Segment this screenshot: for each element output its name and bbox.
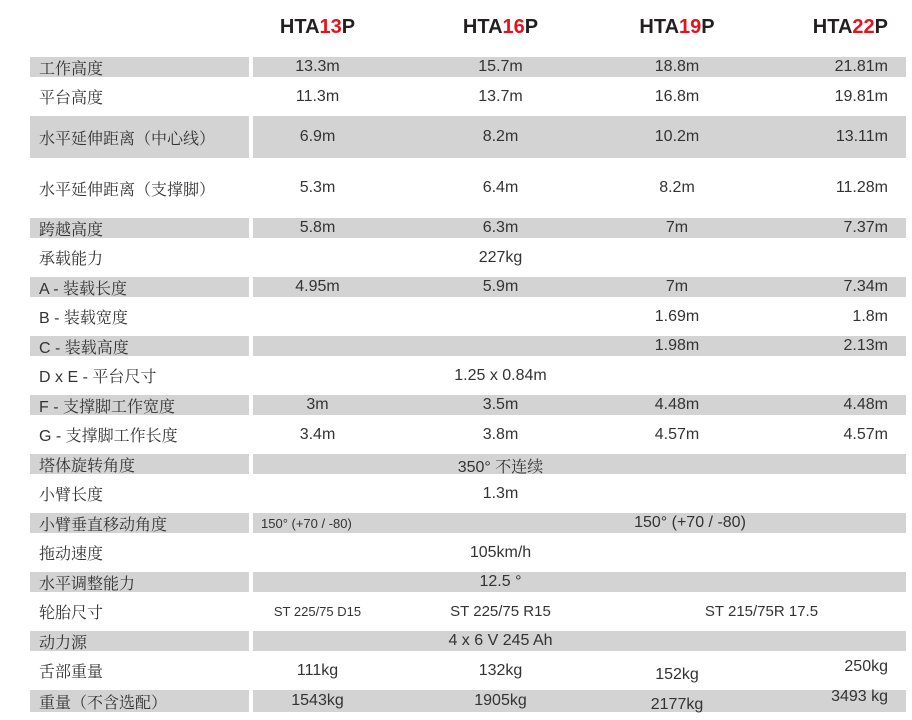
value-cell: 132kg — [478, 661, 523, 679]
table-row — [30, 595, 906, 628]
table-row — [30, 687, 906, 715]
row-values — [253, 161, 906, 215]
value-cell: 3493 kg — [831, 688, 888, 705]
row-values — [253, 80, 906, 113]
row-label: 拖动速度 — [39, 546, 104, 563]
model-prefix: HTA — [812, 15, 853, 38]
model-number: 22 — [852, 15, 875, 38]
value-cell: 4 x 6 V 245 Ah — [448, 632, 553, 649]
value-cell: 8.2m — [482, 128, 519, 145]
column-header-hta16p — [410, 16, 591, 39]
value-cell: 12.5 ° — [479, 573, 522, 590]
value-cell: 16.8m — [654, 87, 700, 105]
table-row — [30, 300, 906, 333]
table-row — [30, 80, 906, 113]
row-values — [253, 595, 906, 628]
row-label: A - 装载长度 — [30, 274, 249, 300]
table-row — [30, 477, 906, 510]
table-row — [30, 569, 906, 595]
value-cell: 11.28m — [835, 179, 888, 196]
table-row — [30, 451, 906, 477]
row-label: 水平延伸距离（支撑脚） — [39, 181, 216, 199]
value-cell: 3.8m — [482, 425, 519, 443]
value-cell: 7m — [665, 219, 689, 236]
value-cell: 11.3m — [295, 87, 340, 105]
value-cell: 13.11m — [835, 128, 888, 145]
value-cell: 150° (+70 / -80) — [634, 514, 746, 531]
table-row — [30, 418, 906, 451]
table-row — [30, 161, 906, 215]
value-cell: 13.7m — [478, 87, 523, 105]
value-cell: 4.48m — [843, 396, 888, 413]
row-values — [253, 418, 906, 451]
row-values — [253, 113, 906, 161]
table-row — [30, 241, 906, 274]
value-cell: 1.69m — [654, 307, 700, 325]
value-cell: 3m — [306, 396, 329, 413]
table-row — [30, 628, 906, 654]
value-cell: 6.3m — [482, 219, 519, 236]
model-number: 16 — [502, 15, 525, 38]
value-cell: 3.4m — [299, 425, 336, 443]
model-prefix: HTA — [279, 15, 320, 38]
row-label: 重量（不含选配） — [30, 687, 249, 715]
model-suffix: P — [874, 15, 888, 38]
model-suffix: P — [341, 15, 356, 38]
model-prefix: HTA — [639, 15, 680, 38]
row-values — [253, 54, 906, 80]
table-row — [30, 536, 906, 569]
value-cell: ST 215/75R 17.5 — [704, 603, 819, 620]
model-suffix: P — [524, 15, 539, 38]
row-values — [253, 451, 906, 477]
value-cell: 6.4m — [482, 179, 519, 196]
value-cell: 3.5m — [482, 396, 519, 413]
row-label: 水平延伸距离（中心线） — [30, 113, 249, 161]
table-row — [30, 392, 906, 418]
value-cell: 5.3m — [299, 179, 336, 196]
value-cell: ST 225/75 R15 — [450, 603, 551, 620]
row-values — [253, 274, 906, 300]
value-cell: 150° (+70 / -80) — [261, 515, 352, 531]
row-values — [253, 359, 906, 392]
value-cell: 4.95m — [295, 278, 340, 295]
value-cell: 1543kg — [291, 692, 344, 709]
table-row — [30, 274, 906, 300]
model-number: 13 — [319, 15, 342, 38]
value-cell: 4.48m — [654, 396, 700, 413]
row-label: G - 支撑脚工作长度 — [39, 428, 178, 445]
value-cell: 8.2m — [659, 179, 695, 196]
row-label: F - 支撑脚工作宽度 — [30, 392, 249, 418]
model-prefix: HTA — [462, 15, 503, 38]
column-header-hta13p — [253, 16, 410, 39]
row-label: 跨越高度 — [30, 215, 249, 241]
row-label: 水平调整能力 — [30, 569, 249, 595]
value-cell: 7m — [665, 278, 689, 295]
value-cell: 4.57m — [654, 425, 700, 443]
value-cell: 227kg — [478, 248, 523, 266]
row-values — [253, 510, 906, 536]
value-cell: 13.3m — [295, 58, 340, 75]
column-header-hta22p — [763, 16, 906, 39]
value-cell: 111kg — [296, 661, 339, 679]
row-values — [253, 569, 906, 595]
table-body — [30, 54, 906, 715]
row-label: D x E - 平台尺寸 — [39, 369, 157, 386]
value-cell: 10.2m — [654, 128, 700, 145]
row-values — [253, 300, 906, 333]
header-columns — [253, 0, 906, 54]
row-values — [253, 536, 906, 569]
row-values — [253, 687, 906, 715]
value-cell: 350° 不连续 — [457, 459, 544, 476]
value-cell: 1.3m — [482, 484, 519, 502]
row-label: 承载能力 — [39, 251, 104, 268]
value-cell: 250kg — [844, 657, 888, 675]
value-cell: 1.98m — [654, 337, 700, 354]
spec-table — [30, 0, 906, 715]
value-cell: 19.81m — [834, 87, 888, 105]
value-cell: 152kg — [655, 665, 699, 683]
value-cell: 1.8m — [852, 307, 888, 325]
row-values — [253, 333, 906, 359]
row-values — [253, 241, 906, 274]
value-cell: ST 225/75 D15 — [273, 604, 362, 619]
value-cell: 5.8m — [299, 219, 336, 236]
table-row — [30, 333, 906, 359]
table-row — [30, 215, 906, 241]
value-cell: 18.8m — [654, 58, 700, 75]
header-spacer — [30, 0, 253, 54]
table-row — [30, 359, 906, 392]
model-suffix: P — [701, 15, 715, 38]
model-number: 19 — [679, 15, 702, 38]
value-cell: 105km/h — [469, 543, 532, 561]
row-values — [253, 477, 906, 510]
value-cell: 15.7m — [478, 58, 523, 75]
row-values — [253, 392, 906, 418]
row-label: 动力源 — [30, 628, 249, 654]
table-header — [30, 0, 906, 54]
value-cell: 21.81m — [834, 58, 888, 75]
row-values — [253, 654, 906, 687]
table-row — [30, 654, 906, 687]
column-header-hta19p — [591, 16, 763, 39]
value-cell: 4.57m — [843, 425, 888, 443]
table-row — [30, 54, 906, 80]
row-values — [253, 215, 906, 241]
row-label: 工作高度 — [30, 54, 249, 80]
value-cell: 1905kg — [474, 692, 527, 709]
row-values — [253, 628, 906, 654]
value-cell: 1.25 x 0.84m — [454, 366, 547, 384]
value-cell: 6.9m — [299, 128, 336, 145]
value-cell: 7.34m — [843, 278, 888, 295]
row-label: 舌部重量 — [39, 664, 104, 681]
value-cell: 5.9m — [482, 278, 519, 295]
row-label: 平台高度 — [39, 90, 104, 107]
row-label: 轮胎尺寸 — [39, 605, 104, 622]
row-label: 塔体旋转角度 — [30, 451, 249, 477]
row-label: 小臂垂直移动角度 — [30, 510, 249, 536]
value-cell: 2.13m — [843, 337, 888, 354]
row-label: B - 装载宽度 — [39, 310, 128, 327]
table-row — [30, 113, 906, 161]
value-cell: 2177kg — [650, 696, 704, 713]
row-label: 小臂长度 — [39, 487, 104, 504]
value-cell: 7.37m — [843, 219, 888, 236]
row-label: C - 装载高度 — [30, 333, 249, 359]
table-row — [30, 510, 906, 536]
